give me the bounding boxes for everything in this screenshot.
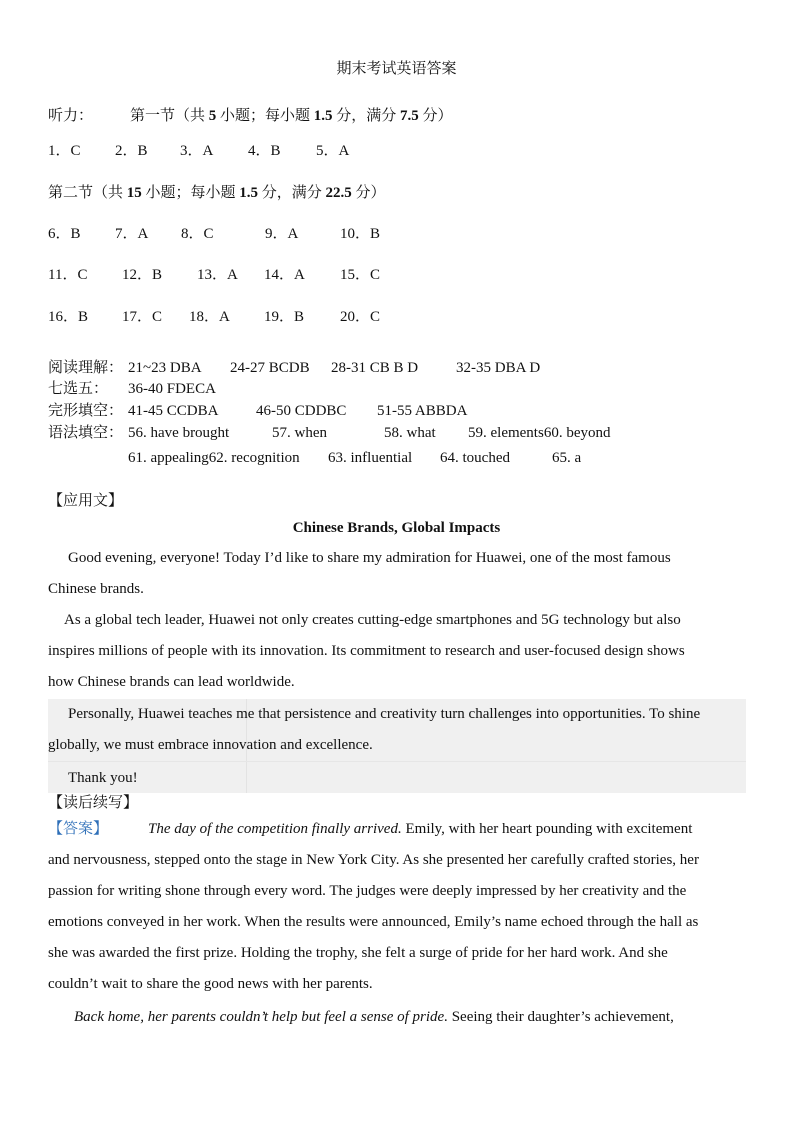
answer-5: 5．A	[316, 143, 350, 159]
answer-16: 16．B	[48, 309, 89, 325]
essay-paragraph-1: Good evening, everyone! Today I’d like to share my admiration for Huawei, one of the most famous Chinese brands.	[48, 550, 671, 597]
grammar-answer: 59. elements60. beyond	[468, 425, 611, 441]
answer-4: 4．B	[248, 143, 281, 159]
essay-closing: Thank you!	[68, 770, 138, 786]
grammar-answer: 63. influential	[328, 450, 413, 466]
highlight-divider	[48, 761, 746, 762]
answer-14: 14．A	[264, 267, 305, 283]
answer-15: 15．C	[340, 267, 381, 283]
answer-6: 6．B	[48, 226, 81, 242]
grammar-answer: 57. when	[272, 425, 327, 441]
seven-choice-answer: 36-40 FDECA	[128, 381, 216, 397]
reading-label: 阅读理解：	[48, 360, 124, 376]
reading-answer: 21~23 DBA	[128, 360, 202, 376]
answer-20: 20．C	[340, 309, 381, 325]
section1-heading: 第一节（共 5 小题；每小题 1.5 分，满分 7.5 分）	[130, 108, 453, 124]
cloze-label: 完形填空：	[48, 403, 124, 419]
answer-18: 18．A	[189, 309, 230, 325]
answer-1: 1．C	[48, 143, 81, 159]
page-title: 期末考试英语答案	[336, 61, 457, 77]
grammar-label: 语法填空：	[48, 425, 124, 441]
grammar-answer: 56. have brought	[128, 425, 230, 441]
reading-answer: 24-27 BCDB	[230, 360, 310, 376]
answer-13: 13．A	[197, 267, 238, 283]
answer-19: 19．B	[264, 309, 305, 325]
continuation-header: 【读后续写】	[48, 795, 139, 811]
answer-17: 17．C	[122, 309, 163, 325]
cloze-answer: 41-45 CCDBA	[128, 403, 219, 419]
answer-8: 8．C	[181, 226, 214, 242]
continuation-paragraph-1: 【答案】 The day of the competition finally arrived. Emily, with her heart pounding with excitement and nervousness, stepped onto the stage in New York City. As she presented her carefully crafted stories, her passion for writing shone through every word. The judges were deeply impressed by her creativity and the emotions conveyed in her work. When the results were announced, Emily’s name echoed through the hall as she was awarded the first prize. Holding the trophy, she felt a surge of pride for her hard work. And she couldn’t wait to share the good news with her parents.	[48, 821, 699, 992]
essay-paragraph-3: Personally, Huawei teaches me that persistence and creativity turn challenges into opportunities. To shine globally, we must embrace innovation and excellence.	[48, 706, 701, 753]
answer-7: 7．A	[115, 226, 149, 242]
answer-9: 9．A	[265, 226, 299, 242]
answer-12: 12．B	[122, 267, 163, 283]
reading-answer: 28-31 CB B D	[331, 360, 419, 376]
practical-header: 【应用文】	[48, 493, 124, 509]
answer-2: 2．B	[115, 143, 148, 159]
seven-choice-label: 七选五：	[48, 381, 109, 397]
continuation-paragraph-2: Back home, her parents couldn’t help but feel a sense of pride. Seeing their daughter’s achievement,	[74, 1009, 674, 1025]
answer-tag: 【答案】	[48, 821, 109, 837]
grammar-answer: 58. what	[384, 425, 436, 441]
reading-answer: 32-35 DBA D	[456, 360, 541, 376]
section2-heading: 第二节（共 15 小题；每小题 1.5 分，满分 22.5 分）	[48, 185, 386, 201]
essay-paragraph-2: As a global tech leader, Huawei not only creates cutting-edge smartphones and 5G technology but also inspires millions of people with its innovation. Its commitment to research and user-focused design shows how Chinese brands can lead worldwide.	[48, 612, 685, 690]
grammar-answer: 65. a	[552, 450, 582, 466]
cloze-answer: 51-55 ABBDA	[377, 403, 468, 419]
essay-title: Chinese Brands, Global Impacts	[292, 520, 501, 536]
grammar-answer: 64. touched	[440, 450, 510, 466]
cloze-answer: 46-50 CDDBC	[256, 403, 347, 419]
listening-label: 听力：	[48, 108, 94, 124]
grammar-answer: 61. appealing62. recognition	[128, 450, 300, 466]
answer-11: 11．C	[48, 267, 88, 283]
answer-10: 10．B	[340, 226, 381, 242]
answer-3: 3．A	[180, 143, 214, 159]
